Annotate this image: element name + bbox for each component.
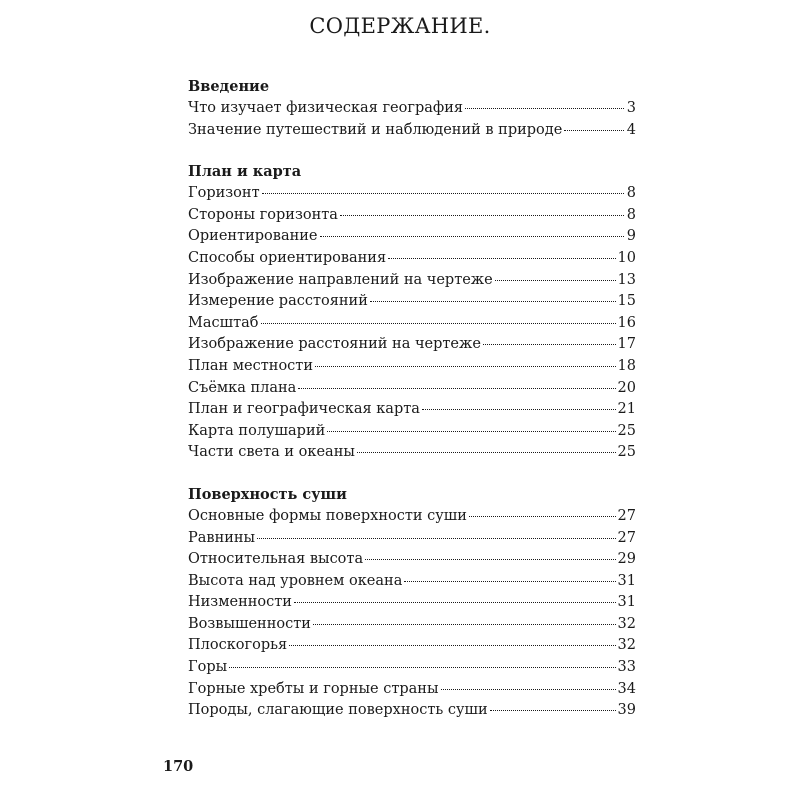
- toc-entry: [188, 614, 636, 636]
- dot-leader: [495, 280, 616, 281]
- dot-leader: [404, 581, 615, 582]
- entry-page-number: 34: [617, 680, 636, 697]
- toc-entry: [188, 378, 636, 400]
- entry-page-number: 8: [626, 185, 636, 202]
- entry-page-number: 32: [617, 615, 636, 632]
- entry-title: Плоскогорья: [188, 637, 288, 654]
- entry-page-number: 21: [617, 401, 636, 418]
- page-title: СОДЕРЖАНИЕ.: [309, 14, 491, 38]
- entry-title: Равнины: [188, 529, 256, 546]
- entry-page-number: 27: [617, 507, 636, 524]
- toc-entry: [188, 291, 636, 313]
- entry-title: Способы ориентирования: [188, 249, 387, 266]
- entry-page-number: 39: [617, 702, 636, 719]
- entry-title: Части света и океаны: [188, 444, 355, 461]
- entry-page-number: 32: [617, 637, 636, 654]
- entry-page-number: 29: [617, 551, 636, 568]
- dot-leader: [483, 344, 616, 345]
- toc-entry: [188, 421, 636, 443]
- entry-page-number: 4: [626, 121, 636, 138]
- entry-page-number: 25: [617, 422, 636, 439]
- entry-page-number: 8: [626, 206, 636, 223]
- entry-title: Измерение расстояний: [188, 293, 368, 310]
- entry-title: Основные формы поверхности суши: [188, 507, 467, 524]
- toc-entry: [188, 700, 636, 722]
- toc-section: [188, 76, 636, 141]
- toc-entry: [188, 635, 636, 657]
- toc-entry: [188, 98, 636, 120]
- entry-title: Возвышенности: [188, 615, 311, 632]
- entry-title: Значение путешествий и наблюдений в природе: [188, 121, 563, 138]
- toc-entry: [188, 248, 636, 270]
- toc-entry: [188, 442, 636, 464]
- entry-page-number: 31: [617, 594, 636, 611]
- entry-title: Съёмка плана: [188, 379, 297, 396]
- toc-entry: [188, 399, 636, 421]
- toc-entry: [188, 120, 636, 142]
- toc-entry: [188, 571, 636, 593]
- toc-entry: [188, 657, 636, 679]
- table-of-contents: [188, 76, 636, 742]
- toc-entry: [188, 313, 636, 335]
- toc-entry: [188, 356, 636, 378]
- entry-title: Горы: [188, 659, 228, 676]
- dot-leader: [490, 710, 616, 711]
- dot-leader: [257, 538, 615, 539]
- entry-page-number: 31: [617, 572, 636, 589]
- toc-entry: [188, 270, 636, 292]
- dot-leader: [320, 236, 625, 237]
- entry-title: Стороны горизонта: [188, 206, 338, 223]
- dot-leader: [370, 301, 616, 302]
- dot-leader: [327, 431, 615, 432]
- entry-page-number: 33: [617, 659, 636, 676]
- dot-leader: [289, 645, 615, 646]
- dot-leader: [441, 689, 616, 690]
- toc-entry: [188, 506, 636, 528]
- dot-leader: [315, 366, 616, 367]
- entry-title: Горные хребты и горные страны: [188, 680, 439, 697]
- entry-title: Ориентирование: [188, 228, 318, 245]
- toc-entry: [188, 592, 636, 614]
- entry-title: Изображение расстояний на чертеже: [188, 336, 481, 353]
- toc-entry: [188, 334, 636, 356]
- toc-entry: [188, 679, 636, 701]
- entry-page-number: 16: [617, 314, 636, 331]
- toc-entry: [188, 226, 636, 248]
- entry-page-number: 20: [617, 379, 636, 396]
- entry-page-number: 9: [626, 228, 636, 245]
- section-heading: План и карта: [188, 163, 302, 181]
- entry-title: Горизонт: [188, 185, 260, 202]
- toc-section: [188, 484, 636, 722]
- dot-leader: [340, 215, 624, 216]
- entry-title: Что изучает физическая география: [188, 100, 464, 116]
- entry-page-number: 25: [617, 444, 636, 461]
- toc-section: [188, 161, 636, 464]
- entry-page-number: 13: [617, 271, 636, 288]
- dot-leader: [365, 559, 615, 560]
- dot-leader: [294, 602, 616, 603]
- entry-title: Породы, слагающие поверхность суши: [188, 702, 488, 719]
- dot-leader: [298, 388, 615, 389]
- dot-leader: [261, 323, 616, 324]
- entry-title: Масштаб: [188, 314, 259, 331]
- section-heading: Введение: [188, 78, 270, 95]
- entry-title: План местности: [188, 357, 313, 374]
- toc-entry: [188, 205, 636, 227]
- entry-page-number: 10: [617, 249, 636, 266]
- entry-page-number: 18: [617, 357, 636, 374]
- dot-leader: [469, 516, 616, 517]
- dot-leader: [229, 667, 615, 668]
- toc-entry: [188, 549, 636, 571]
- entry-title: Высота над уровнем океана: [188, 572, 403, 589]
- dot-leader: [262, 193, 624, 194]
- entry-page-number: 3: [626, 100, 636, 116]
- dot-leader: [422, 409, 616, 410]
- entry-title: Изображение направлений на чертеже: [188, 271, 493, 288]
- toc-entry: [188, 183, 636, 205]
- entry-title: План и географическая карта: [188, 401, 420, 418]
- entry-title: Относительная высота: [188, 551, 364, 568]
- entry-page-number: 15: [617, 293, 636, 310]
- entry-title: Карта полушарий: [188, 422, 326, 439]
- page-number: 170: [163, 758, 194, 775]
- toc-entry: [188, 528, 636, 550]
- dot-leader: [465, 108, 624, 109]
- dot-leader: [313, 624, 616, 625]
- section-heading: Поверхность суши: [188, 485, 347, 503]
- dot-leader: [357, 452, 616, 453]
- entry-page-number: 17: [617, 336, 636, 353]
- entry-title: Низменности: [188, 594, 292, 611]
- dot-leader: [564, 130, 624, 131]
- entry-page-number: 27: [617, 529, 636, 546]
- dot-leader: [388, 258, 615, 259]
